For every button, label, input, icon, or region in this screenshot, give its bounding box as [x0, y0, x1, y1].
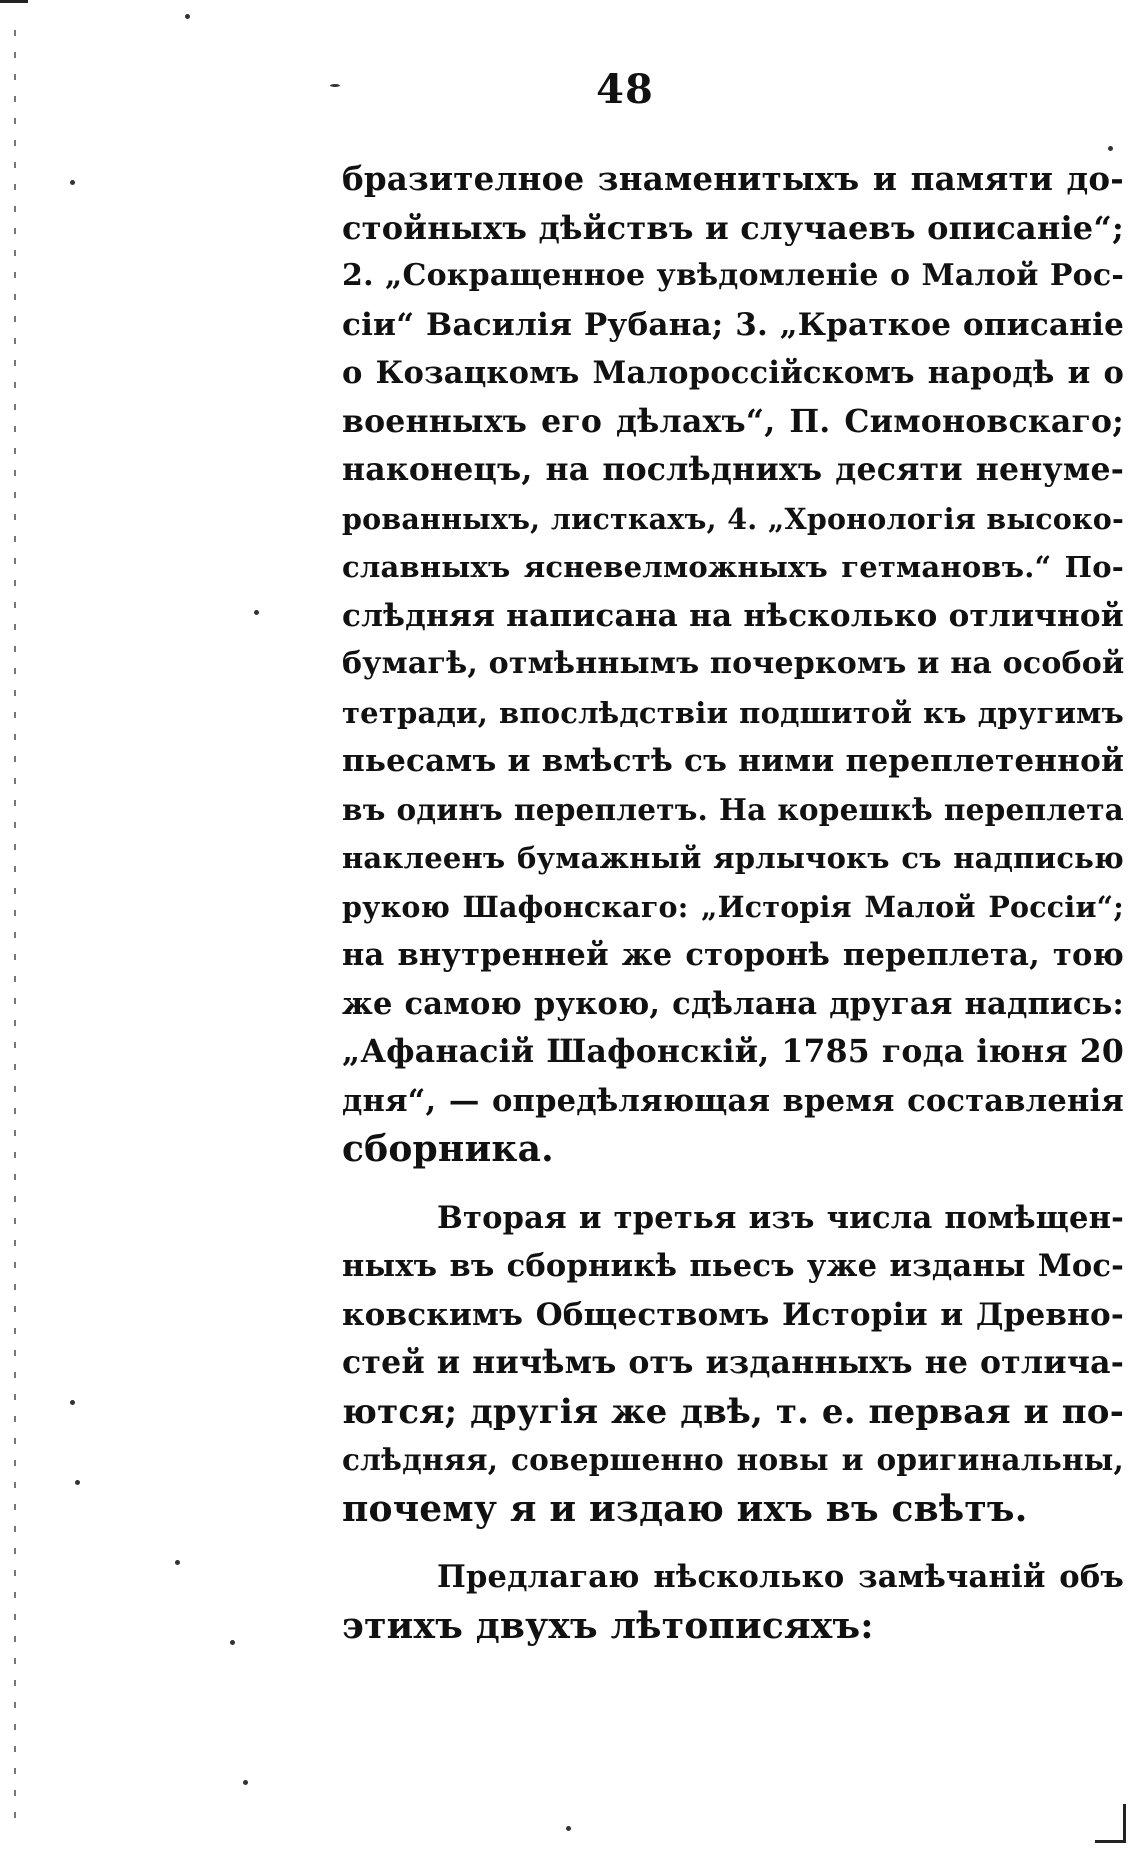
scan-speck	[254, 610, 259, 615]
paragraph-gap	[342, 1174, 1124, 1194]
text-line: рукою Шафонскаго: „Исторія Малой Россіи“;	[342, 889, 1124, 924]
text-line: рованныхъ, листкахъ, 4. „Хронологія высоко-	[342, 501, 1124, 536]
scan-speck	[75, 1480, 80, 1485]
text-line: этихъ двухъ лѣтописяхъ:	[342, 1604, 874, 1647]
text-line: ются; другія же двѣ, т. е. первая и по-	[342, 1391, 1124, 1432]
page-number: 48	[596, 66, 654, 113]
text-line: слѣдняя, совершенно новы и оригинальны,	[342, 1442, 1124, 1477]
text-line: же самою рукою, сдѣлана другая надпись:	[342, 985, 1124, 1022]
text-line: ковскимъ Обществомъ Исторіи и Древно-	[342, 1296, 1124, 1333]
scan-speck	[175, 1560, 180, 1565]
text-line: о Козацкомъ Малороссійскомъ народѣ и о	[342, 355, 1124, 391]
text-line: на внутренней же сторонѣ переплета, тою	[342, 937, 1124, 973]
scan-speck	[566, 1826, 571, 1831]
text-line: Предлагаю нѣсколько замѣчаній объ	[437, 1559, 1124, 1595]
scan-corner-mark	[1095, 1804, 1126, 1843]
text-line: славныхъ ясневелможныхъ гетмановъ.“ По-	[342, 550, 1124, 584]
text-line: Вторая и третья изъ числа помѣщен-	[437, 1199, 1124, 1236]
text-line: слѣдняя написана на нѣсколько отличной	[342, 597, 1124, 634]
text-line: тетради, впослѣдствіи подшитой къ другимъ	[342, 695, 1124, 730]
paragraph	[342, 1553, 1124, 1650]
text-line: ныхъ въ сборникѣ пьесъ уже изданы Мос-	[342, 1248, 1124, 1284]
text-line: наклеенъ бумажный ярлычокъ съ надписью	[342, 841, 1124, 875]
text-line: военныхъ его дѣлахъ“, П. Симоновскаго;	[342, 402, 1124, 440]
text-line: 2. „Сокращенное увѣдомленіе о Малой Рос-	[342, 258, 1124, 293]
paragraph	[342, 1194, 1124, 1534]
text-line: стей и ничѣмъ отъ изданныхъ не отлича-	[342, 1344, 1124, 1381]
scan-corner-mark	[0, 0, 28, 3]
scan-speck	[243, 1780, 248, 1785]
text-line: наконецъ, на послѣднихъ десяти ненуме-	[342, 451, 1124, 488]
text-line: бразителное знаменитыхъ и памяти до-	[342, 159, 1124, 198]
paragraph	[342, 155, 1124, 1174]
text-line: въ одинъ переплетъ. На корешкѣ переплета	[342, 791, 1124, 827]
paragraph-gap	[342, 1533, 1124, 1553]
text-line: сіи“ Василія Рубана; 3. „Краткое описаніе	[342, 306, 1124, 343]
body-text	[342, 155, 1124, 1650]
text-line: „Афанасій Шафонскій, 1785 года іюня 20	[342, 1033, 1124, 1070]
scan-edge-artifact	[14, 30, 16, 1830]
text-line: пьесамъ и вмѣстѣ съ ними переплетенной	[342, 743, 1125, 779]
scan-speck	[70, 1400, 75, 1405]
scan-speck	[1108, 146, 1113, 151]
text-line: почему я и издаю ихъ въ свѣтъ.	[342, 1487, 1028, 1530]
text-line: стойныхъ дѣйствъ и случаевъ описаніе“;	[342, 208, 1124, 247]
text-line: бумагѣ, отмѣннымъ почеркомъ и на особой	[342, 646, 1125, 681]
scan-speck	[185, 14, 190, 19]
text-line: сборника.	[342, 1128, 554, 1170]
scan-speck	[70, 180, 75, 185]
text-line: дня“, — опредѣляющая время составленія	[342, 1082, 1124, 1119]
scan-speck	[230, 1640, 235, 1645]
